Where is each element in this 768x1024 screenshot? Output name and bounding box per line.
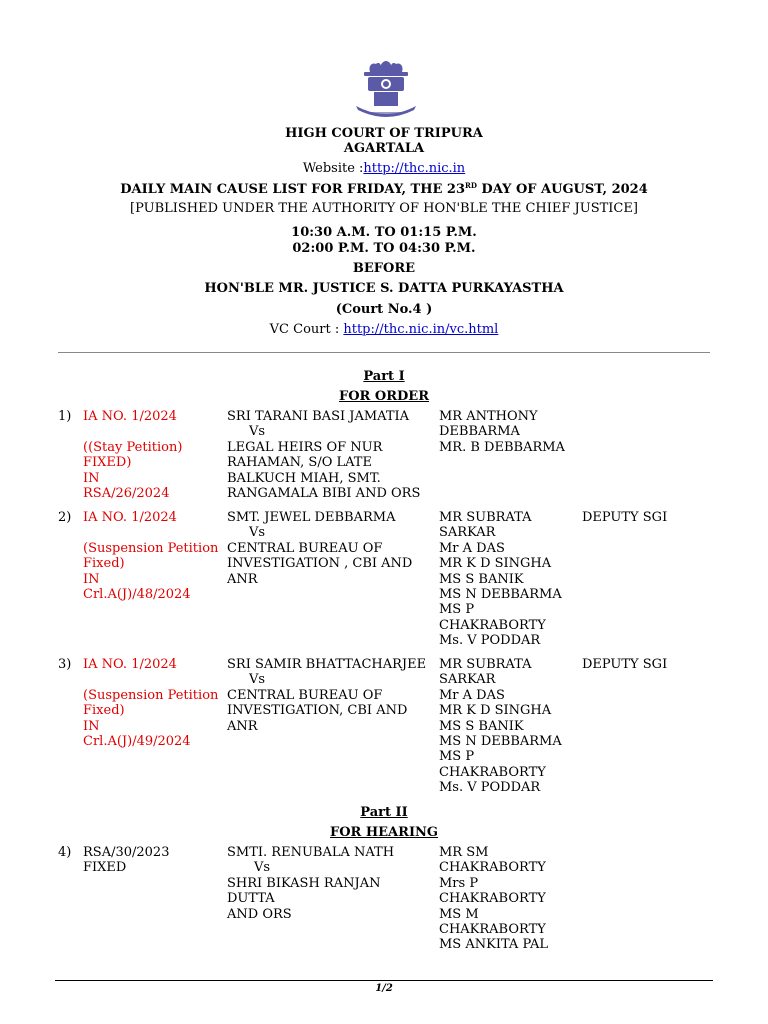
- advocate-line: MR K D SINGHA: [439, 703, 552, 719]
- respondent-line: ANR: [227, 571, 258, 587]
- header-divider: [58, 352, 710, 353]
- advocate-line: MS ANKITA PAL: [439, 937, 549, 953]
- versus-label: Vs: [249, 424, 266, 440]
- advocate-line: MS M: [439, 906, 479, 922]
- respondent-advocate: DEPUTY SGI: [582, 510, 668, 525]
- respondent-line: BALKUCH MIAH, SMT.: [227, 470, 381, 486]
- court-number: (Court No.4 ): [335, 302, 433, 317]
- petitioner-advocates: [439, 657, 562, 796]
- part-title: Part I: [363, 369, 405, 384]
- page-number: 1/2: [375, 983, 393, 994]
- petitioner: SMTI. RENUBALA NATH: [227, 845, 395, 860]
- website-line: [0, 161, 768, 176]
- advocate-line: Ms. V PODDAR: [439, 633, 541, 649]
- case-line: (Suspension Petition: [83, 540, 219, 556]
- website-link[interactable]: http://thc.nic.in: [363, 161, 466, 176]
- versus-label: Vs: [249, 525, 266, 541]
- advocate-line: MS N DEBBARMA: [439, 587, 562, 603]
- case-line: IN: [83, 470, 100, 486]
- advocate-line: MS S BANIK: [439, 718, 524, 734]
- advocate-line: MS P: [439, 749, 475, 765]
- respondent-line: INVESTIGATION , CBI AND: [227, 556, 413, 572]
- footer-divider: [55, 980, 713, 981]
- respondent-line: CENTRAL BUREAU OF: [227, 687, 383, 703]
- date-suffix: RD: [465, 181, 477, 190]
- advocate-line: Mr A DAS: [439, 540, 505, 556]
- advocate-line: SARKAR: [439, 672, 496, 688]
- case-line: Crl.A(J)/49/2024: [83, 734, 191, 750]
- parties: [227, 657, 432, 734]
- vc-court-link[interactable]: http://thc.nic.in/vc.html: [343, 322, 499, 337]
- serial-number: 1): [58, 409, 72, 424]
- advocate-line: CHAKRABORTY: [439, 617, 546, 633]
- petitioner: SRI SAMIR BHATTACHARJEE: [227, 657, 427, 672]
- petitioner-advocates: [439, 409, 565, 455]
- cause-list-title-text: DAILY MAIN CAUSE LIST FOR FRIDAY, THE 23: [120, 182, 466, 197]
- case-line: Fixed): [83, 556, 125, 572]
- sitting-time-2: 02:00 P.M. TO 04:30 P.M.: [292, 241, 476, 256]
- petitioner-advocates: [439, 510, 562, 649]
- case-line: ((Stay Petition): [83, 439, 183, 455]
- advocate-line: CHAKRABORTY: [439, 922, 546, 938]
- case-line: [83, 672, 218, 687]
- advocate-line: MR ANTHONY: [439, 409, 538, 424]
- advocate-line: MS N DEBBARMA: [439, 734, 562, 750]
- serial-number: 4): [58, 845, 72, 860]
- website-label: Website :: [302, 161, 364, 176]
- respondent-line: INVESTIGATION, CBI AND: [227, 703, 408, 719]
- parties: [227, 845, 432, 922]
- respondent-line: RANGAMALA BIBI AND ORS: [227, 486, 421, 502]
- advocate-line: MS S BANIK: [439, 571, 524, 587]
- case-line: IA NO. 1/2024: [83, 409, 177, 424]
- respondent-line: SHRI BIKASH RANJAN DUTTA: [227, 875, 381, 907]
- advocate-line: MS P: [439, 602, 475, 618]
- versus-label: Vs: [249, 672, 266, 688]
- authority-note: [PUBLISHED UNDER THE AUTHORITY OF HON'BLE THE CHIEF JUSTICE]: [130, 201, 638, 216]
- sitting-time-1: 10:30 A.M. TO 01:15 P.M.: [291, 225, 477, 240]
- respondent-advocate: DEPUTY SGI: [582, 657, 668, 672]
- cause-list-title-rest: DAY OF AUGUST, 2024: [476, 182, 648, 197]
- advocate-line: MR SUBRATA: [439, 657, 532, 672]
- case-line: IN: [83, 571, 100, 587]
- part-title: Part II: [360, 805, 408, 820]
- serial-number: 3): [58, 657, 72, 672]
- case-line: IA NO. 1/2024: [83, 657, 177, 672]
- advocate-line: CHAKRABORTY: [439, 764, 546, 780]
- advocate-line: Mr A DAS: [439, 687, 505, 703]
- part-subtitle: FOR ORDER: [339, 389, 429, 404]
- judge-name: HON'BLE MR. JUSTICE S. DATTA PURKAYASTHA: [204, 281, 564, 296]
- case-line: FIXED: [83, 860, 127, 876]
- advocate-line: CHAKRABORTY: [439, 860, 546, 876]
- advocate-line: MR K D SINGHA: [439, 556, 552, 572]
- respondent-line: AND ORS: [227, 906, 292, 922]
- court-city: AGARTALA: [343, 141, 425, 156]
- vc-court-line: [0, 322, 768, 337]
- case-number: [83, 510, 218, 602]
- advocate-line: Mrs P: [439, 875, 479, 891]
- case-line: IA NO. 1/2024: [83, 510, 177, 525]
- case-line: Crl.A(J)/48/2024: [83, 587, 191, 603]
- serial-number: 2): [58, 510, 72, 525]
- petitioner: SMT. JEWEL DEBBARMA: [227, 510, 396, 525]
- parties: [227, 510, 432, 587]
- case-line: [83, 424, 182, 439]
- state-emblem: [350, 60, 422, 120]
- advocate-line: Ms. V PODDAR: [439, 780, 541, 796]
- petitioner: SRI TARANI BASI JAMATIA: [227, 409, 410, 424]
- advocate-line: CHAKRABORTY: [439, 891, 546, 907]
- case-number: [83, 409, 182, 501]
- petitioner-advocates: [439, 845, 548, 953]
- part-subtitle: FOR HEARING: [329, 825, 439, 840]
- advocate-line: MR. B DEBBARMA: [439, 439, 565, 455]
- vc-court-label: VC Court :: [269, 322, 344, 337]
- parties: [227, 409, 432, 501]
- advocate-line: SARKAR: [439, 525, 496, 541]
- cause-list-title: [0, 181, 768, 197]
- case-line: IN: [83, 718, 100, 734]
- before-label: BEFORE: [352, 261, 416, 276]
- respondent-line: CENTRAL BUREAU OF: [227, 540, 383, 556]
- advocate-line: MR SUBRATA: [439, 510, 532, 525]
- advocate-line: DEBBARMA: [439, 424, 520, 440]
- case-line: Fixed): [83, 703, 125, 719]
- case-line: [83, 525, 218, 540]
- versus-label: Vs: [254, 860, 271, 876]
- case-line: RSA/30/2023: [83, 845, 170, 860]
- court-name: HIGH COURT OF TRIPURA: [285, 126, 483, 141]
- case-number: [83, 657, 218, 749]
- respondent-line: LEGAL HEIRS OF NUR: [227, 439, 383, 455]
- advocate-line: MR SM: [439, 845, 489, 860]
- case-number: [83, 845, 169, 876]
- respondent-line: RAHAMAN, S/O LATE: [227, 455, 372, 471]
- case-line: (Suspension Petition: [83, 687, 219, 703]
- case-line: RSA/26/2024: [83, 486, 170, 502]
- case-line: FIXED): [83, 455, 132, 471]
- respondent-line: ANR: [227, 718, 258, 734]
